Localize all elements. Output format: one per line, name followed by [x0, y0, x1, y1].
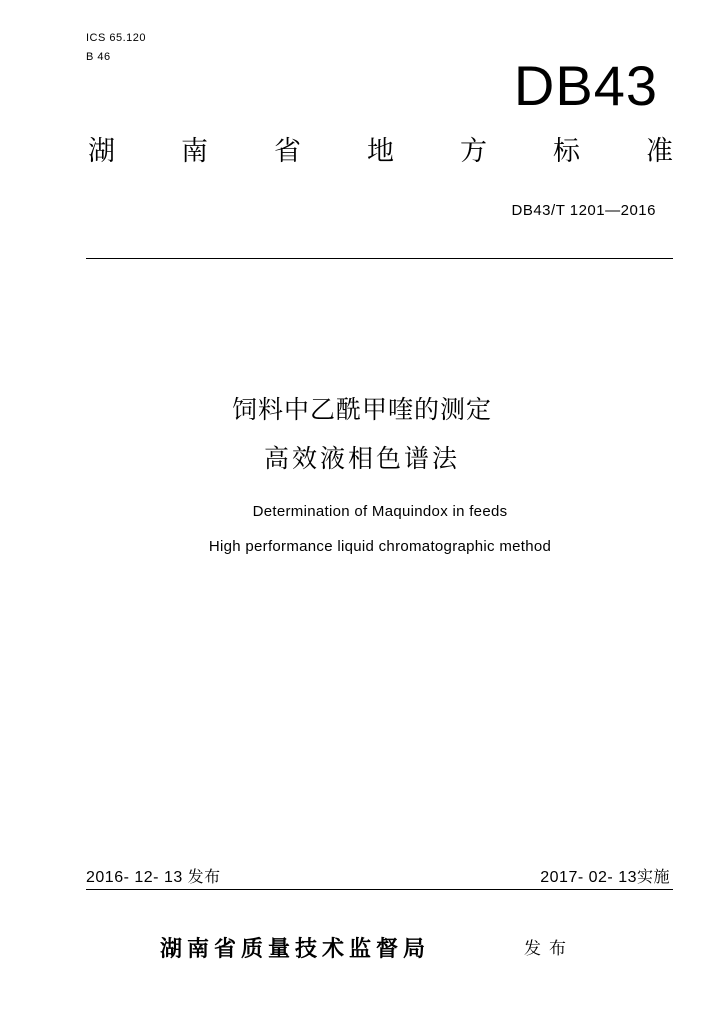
- ics-code: ICS 65.120: [86, 32, 147, 44]
- english-title-line2: High performance liquid chromatographic method: [208, 538, 552, 555]
- standard-title-char: 方: [460, 136, 487, 167]
- standard-title-char: 省: [274, 136, 301, 167]
- db-code: DB43: [513, 54, 658, 117]
- divider-bottom: [86, 889, 673, 890]
- standard-title-char: 南: [181, 136, 208, 167]
- standard-title-char: 湖: [88, 136, 115, 167]
- english-title-line1: Determination of Maquindox in feeds: [252, 503, 508, 520]
- standard-title: [88, 138, 673, 165]
- issue-date: 2016- 12- 13 发布: [86, 869, 221, 886]
- publish-label: 发布: [524, 939, 574, 959]
- standard-number: DB43/T 1201—2016: [511, 202, 656, 219]
- implementation-date: 2017- 02- 13实施: [540, 869, 670, 886]
- divider-top: [86, 258, 673, 259]
- classification-code: B 46: [86, 51, 111, 63]
- standard-title-char: 标: [553, 136, 580, 167]
- standard-title-char: 地: [367, 136, 394, 167]
- publisher-name: 湖南省质量技术监督局: [160, 937, 431, 962]
- standard-title-char: 准: [646, 136, 673, 167]
- chinese-title-line1: 饲料中乙酰甲喹的测定: [231, 395, 492, 424]
- chinese-title-line2: 高效液相色谱法: [263, 444, 460, 473]
